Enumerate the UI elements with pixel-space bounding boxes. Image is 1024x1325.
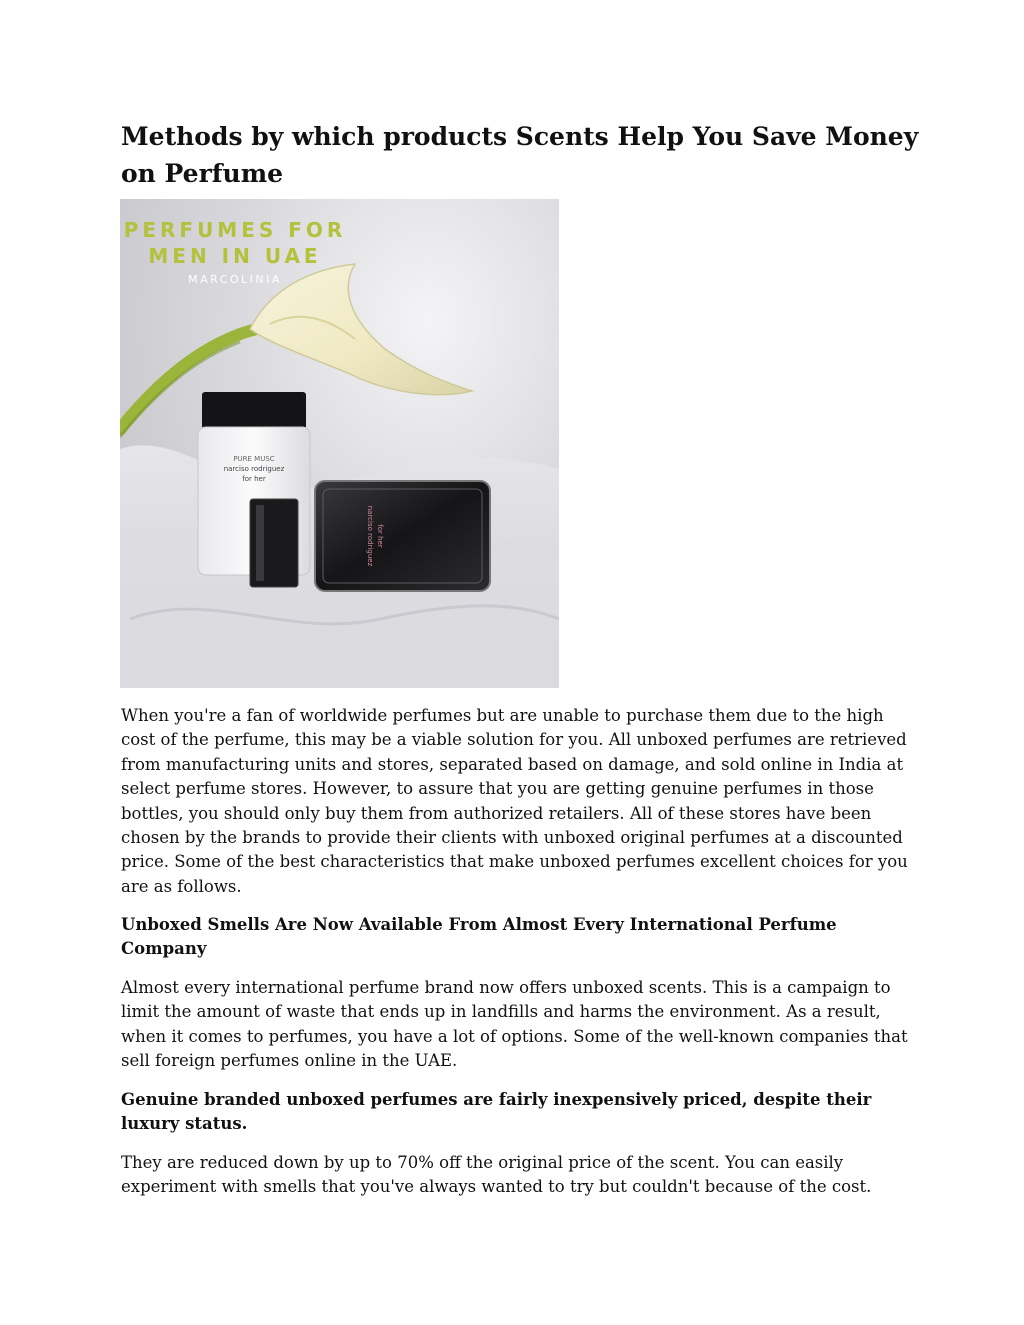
section-heading: Genuine branded unboxed perfumes are fairly inexpensively priced, despite their luxury status. [121,1090,872,1134]
banner-line2: MEN IN UAE [148,244,322,268]
hero-image [120,199,559,688]
intro-paragraph: When you're a fan of worldwide perfumes but are unable to purchase them due to the high cost of the perfume, this may be a viable solution for you. All unboxed perfumes are retrieved from manufacturing units and stores, separated based on damage, and sold online in India at select perfume stores. However, to assure that you are getting genuine perfumes in those bottles, you should only buy them from authorized retailers. All of these stores have been chosen by the brands to provide their clients with unboxed original perfumes at a discounted price. Some of the best characteristics that make unboxed perfumes excellent choices for you are as follows. [121,706,908,896]
section-paragraph: Almost every international perfume brand now offers unboxed scents. This is a campaign to limit the amount of waste that ends up in landfills and harms the environment. As a result, when it comes to perfumes, you have a lot of options. Some of the well-known companies that sell foreign perfumes online in the UAE. [121,978,908,1071]
brand-name: MARCOLINIA [188,273,282,286]
page-title: Methods by which products Scents Help You Save Money on Perfume [121,122,919,188]
bottle2-label-2: for her [376,524,384,548]
white-bottle-cap [202,392,306,429]
section-heading: Unboxed Smells Are Now Available From Almost Every International Perfume Company [121,915,837,959]
bottle1-label-3: for her [242,475,266,483]
section-paragraph: They are reduced down by up to 70% off the original price of the scent. You can easily experiment with smells that you've always wanted to try but couldn't because of the cost. [121,1153,872,1197]
calla-lily [250,264,472,395]
black-perfume-bottle [315,481,490,591]
banner-line1: PERFUMES FOR [123,218,347,242]
bottle1-label-2: narciso rodriguez [223,465,285,473]
bottle2-label-1: narciso rodriguez [366,505,374,567]
bottle1-label-1: PURE MUSC [233,455,275,463]
